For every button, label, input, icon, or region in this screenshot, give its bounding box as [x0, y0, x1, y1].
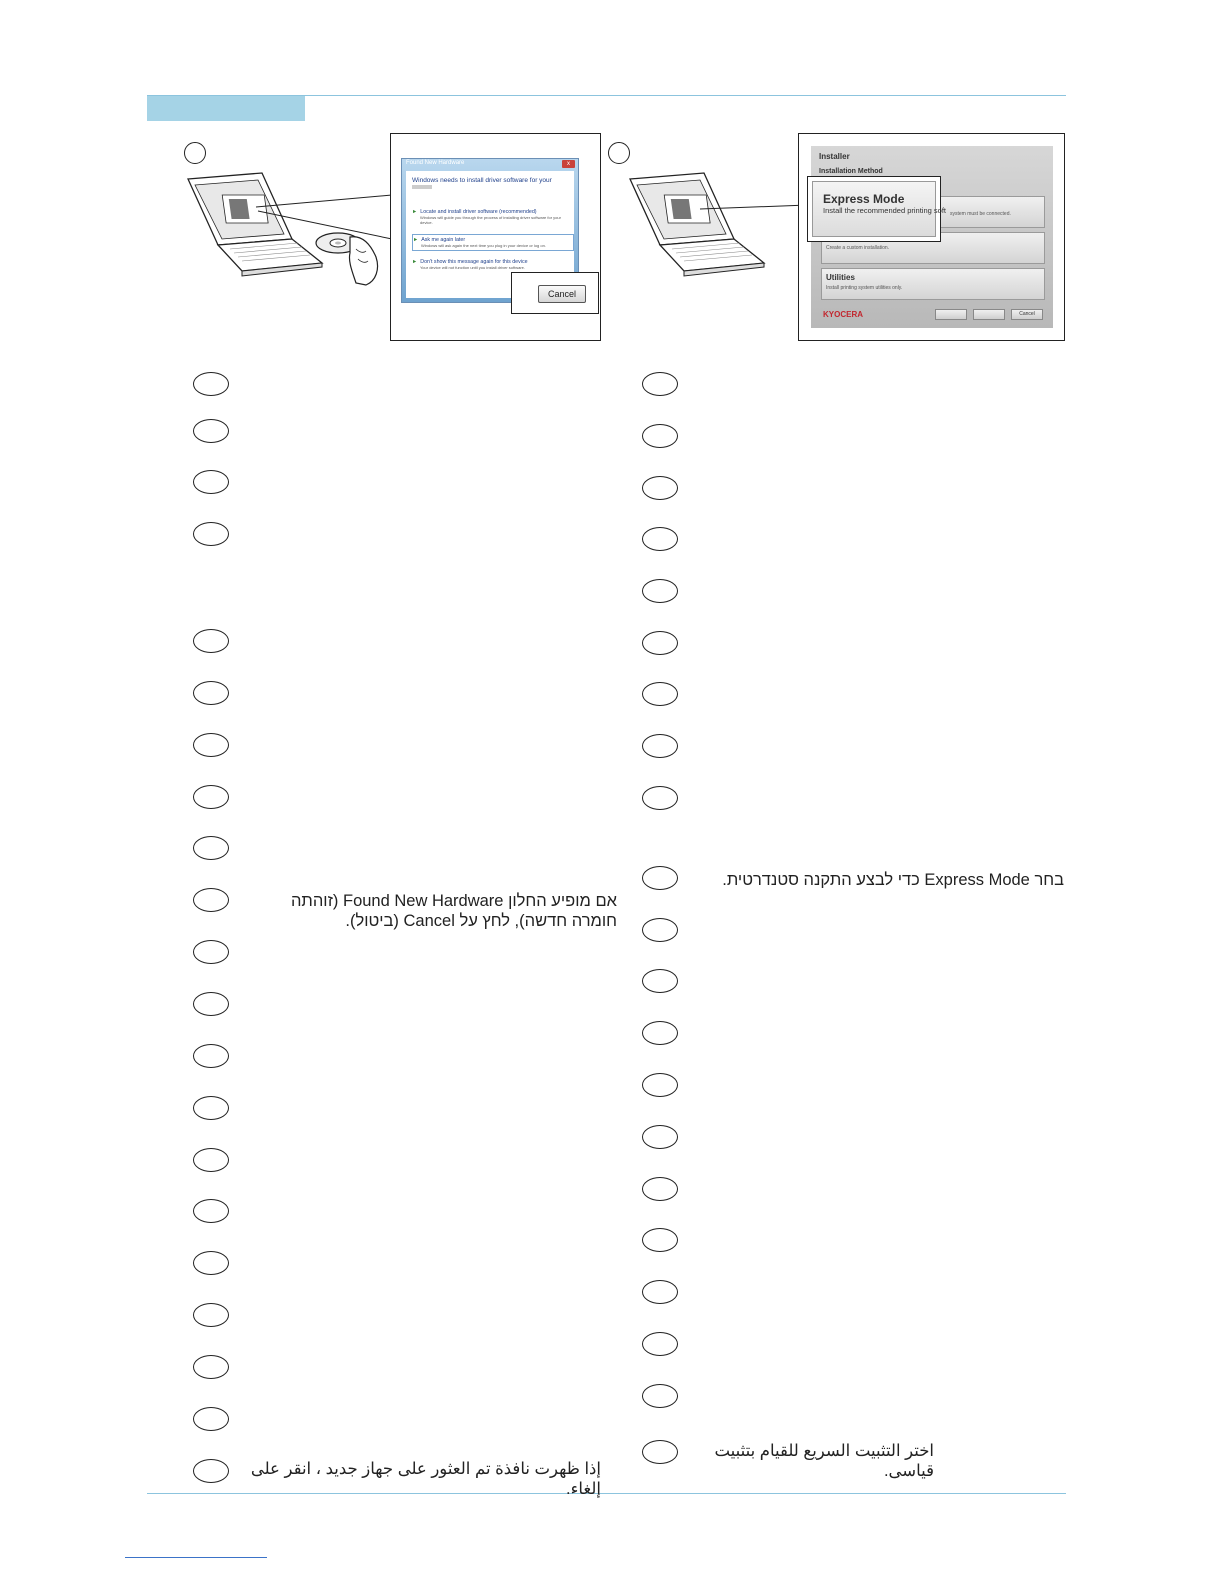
language-marker — [193, 992, 229, 1016]
next-button[interactable] — [973, 309, 1005, 320]
language-marker — [642, 579, 678, 603]
language-marker-hebrew — [193, 888, 229, 912]
language-marker — [193, 1044, 229, 1068]
dialog-title: Found New Hardware — [406, 160, 465, 166]
found-hardware-callout — [390, 133, 601, 341]
language-marker-hebrew — [642, 866, 678, 890]
option-ask-later[interactable]: ► Ask me again later Windows will ask again the next time you plug in your device or log on. — [412, 234, 574, 251]
language-marker — [193, 1303, 229, 1327]
express-mode-desc: Install the recommended printing soft — [823, 206, 946, 215]
language-marker — [642, 1384, 678, 1408]
utilities-card[interactable]: Utilities Install printing system utilities only. — [821, 268, 1045, 300]
language-marker — [642, 734, 678, 758]
language-marker — [193, 522, 229, 546]
language-marker — [642, 424, 678, 448]
express-mode-card[interactable]: system must be connected. — [821, 196, 1045, 228]
shield-icon: ► — [412, 259, 418, 265]
language-marker — [642, 631, 678, 655]
figure-marker-left — [184, 142, 206, 164]
express-mode-title: Express Mode — [823, 192, 905, 206]
express-mode-zoom-inset — [807, 176, 946, 242]
language-marker — [193, 836, 229, 860]
cancel-zoom-inset — [511, 272, 599, 314]
language-marker — [642, 1228, 678, 1252]
installer-cancel-button[interactable]: Cancel — [1011, 309, 1043, 320]
laptop-illustration — [622, 165, 812, 285]
language-marker — [193, 1199, 229, 1223]
language-marker-arabic — [193, 1459, 229, 1483]
language-marker — [642, 372, 678, 396]
installer-subtitle: Installation Method — [819, 168, 883, 175]
footer-link-rule — [125, 1557, 267, 1558]
option-dont-show[interactable]: ► Don't show this message again for this device Your device will not function until you install driver software. — [412, 259, 528, 270]
language-marker — [642, 786, 678, 810]
language-marker — [642, 1125, 678, 1149]
language-marker — [193, 1407, 229, 1431]
language-marker — [642, 1280, 678, 1304]
language-marker — [642, 476, 678, 500]
header-tab-bar — [147, 96, 305, 121]
language-marker — [193, 1251, 229, 1275]
figure-marker-right — [608, 142, 630, 164]
language-marker — [193, 1355, 229, 1379]
language-marker — [193, 629, 229, 653]
arabic-express-instruction: اختر التثبيت السريع للقيام بتثبيت قياسى. — [714, 1442, 934, 1480]
language-marker — [193, 733, 229, 757]
language-marker-arabic — [642, 1440, 678, 1464]
language-marker — [642, 1332, 678, 1356]
kyocera-logo: KYOCERA — [823, 310, 864, 319]
laptop-with-cd-illustration — [180, 165, 410, 290]
hebrew-express-instruction: בחר Express Mode כדי לבצע התקנה סטנדרטית. — [722, 871, 1064, 889]
dialog-headline: Windows needs to install driver software for your — [412, 177, 552, 184]
installer-title: Installer — [819, 152, 850, 161]
language-marker — [193, 470, 229, 494]
cancel-button[interactable]: Cancel — [538, 285, 586, 303]
language-marker — [193, 419, 229, 443]
hebrew-cancel-instruction: אם מופיע החלון Found New Hardware (זוהתה חומרה חדשה), לחץ על Cancel (ביטול). — [290, 892, 617, 930]
back-button[interactable] — [935, 309, 967, 320]
language-marker — [193, 681, 229, 705]
language-marker — [193, 785, 229, 809]
language-marker — [642, 1021, 678, 1045]
arabic-cancel-instruction: إذا ظهرت نافذة تم العثور على جهاز جديد ، انقر على إلغاء. — [250, 1460, 601, 1498]
language-marker — [193, 940, 229, 964]
language-marker — [193, 372, 229, 396]
language-marker — [193, 1148, 229, 1172]
language-marker — [642, 1073, 678, 1097]
installer-callout — [798, 133, 1065, 341]
shield-icon: ► — [412, 209, 418, 215]
device-name-placeholder — [412, 185, 432, 189]
language-marker — [193, 1096, 229, 1120]
close-icon[interactable]: x — [562, 160, 575, 168]
language-marker — [642, 527, 678, 551]
language-marker — [642, 969, 678, 993]
language-marker — [642, 918, 678, 942]
language-marker — [642, 682, 678, 706]
language-marker — [642, 1177, 678, 1201]
custom-mode-card[interactable]: Create a custom installation. — [821, 232, 1045, 264]
option-locate-install[interactable]: ► Locate and install driver software (recommended) Windows will guide you through the process of installing driver software for your device. — [412, 209, 561, 225]
arrow-icon: ► — [413, 237, 419, 243]
